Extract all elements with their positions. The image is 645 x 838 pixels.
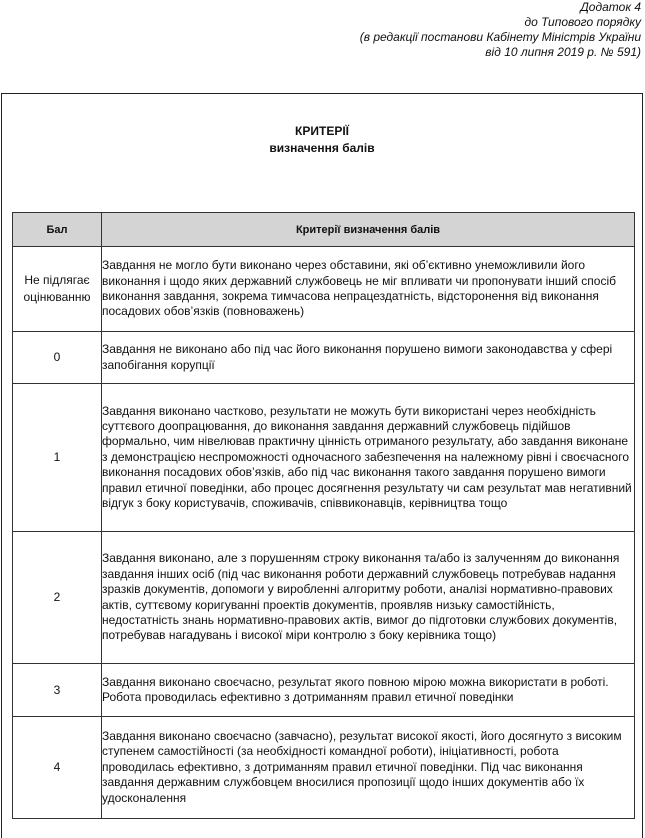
score-cell: 3	[13, 664, 102, 717]
criteria-cell: Завдання виконано частково, результати не можуть бути використані через необхідність суттєвого доопрацювання, до виконання завдання державний службовець підійшов формально, чим нівелював практичну цінність отриманого результату, або завдання виконане з демонстрацією неспроможності одночасного забезпечення на належному рівні і своєчасного виконання посадових обов’язків, або під час виконання такого завдання порушено вимоги правил етичної поведінки, або процес досягнення результату чи сам результат мав негативний відгук з боку користувачів, споживачів, співвиконавців, керівництва тощо	[102, 384, 635, 532]
appendix-date: від 10 липня 2019 р. № 591)	[485, 45, 641, 59]
table-row	[13, 664, 635, 717]
score-cell: 2	[13, 532, 102, 664]
table-row	[13, 247, 635, 332]
table-header-row	[13, 213, 635, 247]
document-title: КРИТЕРІЇ	[295, 124, 349, 138]
table-row	[13, 532, 635, 664]
score-cell: 0	[13, 332, 102, 384]
score-cell: 1	[13, 384, 102, 532]
criteria-cell: Завдання не виконано або під час його виконання порушено вимоги законодавства у сфері запобігання корупції	[102, 332, 635, 384]
criteria-cell: Завдання виконано своєчасно (завчасно), результат високої якості, його досягнуто з високим ступенем самостійності (за необхідності командної роботи), ініціативності, робота проводилась ефективно, з дотриманням правил етичної поведінки. Під час виконання завдання державним службовцем вносилися пропозиції щодо інших документів або їх удосконалення	[102, 717, 635, 819]
appendix-edition: (в редакції постанови Кабінету Міністрів України	[359, 30, 641, 44]
appendix-header	[221, 0, 641, 60]
score-cell: Не підлягає оцінюванню	[13, 247, 102, 332]
table-row	[13, 332, 635, 384]
column-header-criteria: Критерії визначення балів	[102, 213, 635, 247]
column-header-score: Бал	[13, 213, 102, 247]
document-frame	[1, 93, 643, 838]
criteria-cell: Завдання не могло бути виконано через обставини, які об’єктивно унеможливили його виконання і щодо яких державний службовець не міг впливати чи пропонувати інший спосіб виконання завдання, зокрема тимчасова непрацездатність, відсторонення від виконання посадових обов’язків (повноважень)	[102, 247, 635, 332]
criteria-cell: Завдання виконано, але з порушенням строку виконання та/або із залученням до виконання завдання інших осіб (під час виконання роботи державний службовець потребував надання зразків документів, допомоги у виробленні алгоритму роботи, аналізі нормативно-правових актів, суттєвому коригуванні проектів документів, проявляв низьку самостійність, недостатність знань нормативно-правових актів, вимог до підготовки службових документів, потребував нагадувань і високої міри контролю з боку керівника тощо)	[102, 532, 635, 664]
appendix-number: Додаток 4	[580, 0, 641, 14]
document-subtitle: визначення балів	[269, 141, 375, 155]
table-row	[13, 384, 635, 532]
table-row	[13, 717, 635, 819]
criteria-table	[12, 212, 635, 819]
appendix-reference: до Типового порядку	[524, 15, 641, 29]
criteria-cell: Завдання виконано своєчасно, результат якого повною мірою можна використати в роботі. Робота проводилась ефективно з дотриманням правил етичної поведінки	[102, 664, 635, 717]
score-cell: 4	[13, 717, 102, 819]
